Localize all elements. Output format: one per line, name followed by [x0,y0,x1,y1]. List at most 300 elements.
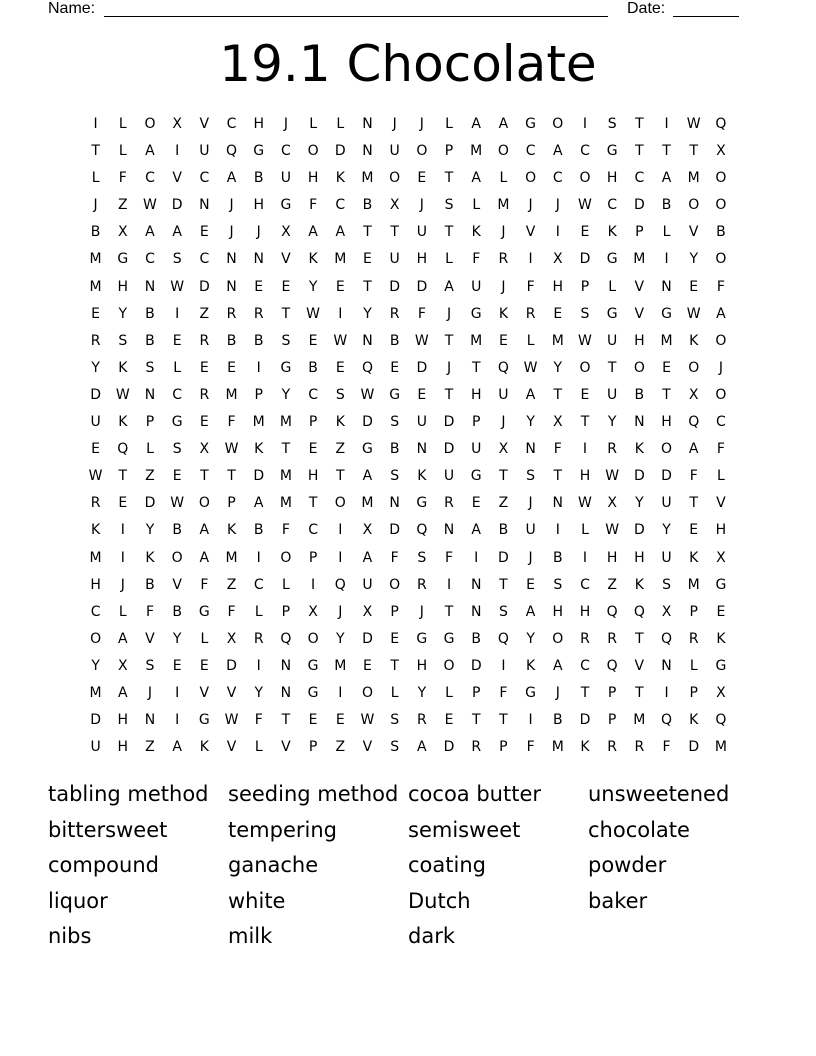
grid-letter[interactable]: W [143,197,157,214]
grid-letter[interactable]: F [281,522,290,539]
grid-letter[interactable]: U [389,143,400,160]
grid-letter[interactable]: M [361,495,374,512]
grid-letter[interactable]: E [254,278,264,295]
grid-letter[interactable]: Y [308,278,318,295]
grid-letter[interactable]: L [390,684,399,701]
grid-letter[interactable]: O [715,197,727,214]
grid-letter[interactable]: T [308,495,318,512]
grid-letter[interactable]: G [525,116,537,132]
grid-letter[interactable]: M [470,332,483,349]
grid-letter[interactable]: G [362,441,373,458]
grid-letter[interactable]: O [307,143,319,160]
grid-letter[interactable]: A [145,224,155,241]
grid-letter[interactable]: H [579,603,591,620]
grid-letter[interactable]: T [635,143,644,160]
grid-letter[interactable]: F [716,441,725,458]
grid-letter[interactable]: Y [145,522,155,539]
grid-letter[interactable]: W [360,712,375,729]
grid-letter[interactable]: W [115,386,130,403]
grid-letter[interactable]: Y [91,359,100,376]
grid-letter[interactable]: K [634,441,644,458]
grid-letter[interactable]: X [716,549,726,566]
grid-letter[interactable]: Y [281,386,291,403]
grid-letter[interactable]: I [175,305,180,322]
grid-letter[interactable]: L [445,116,453,132]
grid-letter[interactable]: Q [497,630,509,647]
grid-letter[interactable]: T [444,332,454,349]
grid-letter[interactable]: N [661,278,672,295]
grid-letter[interactable]: V [281,739,291,756]
grid-letter[interactable]: A [552,143,563,160]
grid-letter[interactable]: R [607,739,618,756]
grid-letter[interactable]: D [171,197,183,214]
grid-letter[interactable]: U [661,549,672,566]
grid-letter[interactable]: W [605,468,620,485]
grid-letter[interactable]: E [471,495,481,512]
grid-letter[interactable]: L [689,657,698,674]
grid-letter[interactable]: U [389,251,400,268]
grid-letter[interactable]: J [419,197,424,214]
grid-letter[interactable]: Y [662,522,671,539]
grid-letter[interactable]: D [443,739,455,756]
grid-letter[interactable]: N [280,657,292,674]
grid-letter[interactable]: A [253,495,264,512]
grid-letter[interactable]: N [661,657,672,674]
grid-letter[interactable]: Q [280,630,292,647]
grid-letter[interactable]: J [718,359,723,376]
grid-letter[interactable]: S [335,386,345,403]
grid-letter[interactable]: A [199,549,210,566]
grid-letter[interactable]: L [146,441,154,458]
grid-letter[interactable]: T [336,468,345,485]
grid-letter[interactable]: X [199,441,210,458]
grid-letter[interactable]: A [308,224,318,241]
grid-letter[interactable]: E [417,386,427,403]
grid-letter[interactable]: S [281,332,291,349]
grid-letter[interactable]: P [390,603,399,620]
grid-letter[interactable]: M [334,657,347,674]
grid-letter[interactable]: E [172,332,182,349]
grid-letter[interactable]: L [608,278,617,295]
grid-letter[interactable]: O [389,170,401,187]
grid-letter[interactable]: P [444,143,454,160]
grid-letter[interactable]: L [118,116,127,132]
grid-letter[interactable]: S [417,549,427,566]
grid-letter[interactable]: L [526,332,535,349]
grid-letter[interactable]: A [226,170,237,187]
grid-letter[interactable]: K [199,739,209,756]
grid-letter[interactable]: H [606,549,618,566]
grid-letter[interactable]: X [117,657,128,674]
grid-letter[interactable]: E [498,332,508,349]
grid-letter[interactable]: X [607,495,617,512]
grid-letter[interactable]: Z [607,576,617,593]
grid-letter[interactable]: P [308,739,318,756]
grid-letter[interactable]: A [335,224,346,241]
grid-letter[interactable]: B [253,522,264,539]
grid-letter[interactable]: C [716,414,726,431]
name-blank-line[interactable] [104,16,608,17]
grid-letter[interactable]: I [338,305,343,322]
grid-letter[interactable]: V [634,657,645,674]
grid-letter[interactable]: B [498,522,509,539]
grid-letter[interactable]: J [392,116,397,132]
grid-letter[interactable]: H [117,712,129,729]
grid-letter[interactable]: T [635,630,644,647]
grid-letter[interactable]: T [281,441,291,458]
grid-letter[interactable]: A [117,684,128,701]
grid-letter[interactable]: R [226,305,237,322]
grid-letter[interactable]: K [689,549,699,566]
grid-letter[interactable]: M [252,414,265,431]
grid-letter[interactable]: A [661,170,672,187]
grid-letter[interactable]: G [280,359,292,376]
grid-letter[interactable]: Q [334,576,346,593]
grid-letter[interactable]: R [90,332,101,349]
grid-letter[interactable]: E [716,603,726,620]
grid-letter[interactable]: I [446,576,452,593]
grid-letter[interactable]: I [664,251,669,268]
grid-letter[interactable]: K [118,359,128,376]
grid-letter[interactable]: M [225,386,238,403]
grid-letter[interactable]: U [199,143,210,160]
grid-letter[interactable]: E [662,359,671,376]
grid-letter[interactable]: E [390,359,400,376]
grid-letter[interactable]: P [145,414,155,431]
grid-letter[interactable]: O [443,657,455,674]
grid-letter[interactable]: S [607,116,617,132]
grid-letter[interactable]: Q [117,441,129,458]
grid-letter[interactable]: S [390,414,400,431]
grid-letter[interactable]: Q [416,522,428,539]
grid-letter[interactable]: Q [661,630,673,647]
grid-letter[interactable]: K [254,441,264,458]
grid-letter[interactable]: W [578,495,592,512]
grid-letter[interactable]: M [279,414,292,431]
grid-letter[interactable]: D [144,495,156,512]
grid-letter[interactable]: T [281,305,291,322]
grid-letter[interactable]: V [172,170,182,187]
grid-letter[interactable]: S [172,251,182,268]
grid-letter[interactable]: F [227,414,236,431]
grid-letter[interactable]: X [226,630,237,647]
grid-letter[interactable]: I [528,712,533,729]
grid-letter[interactable]: G [525,684,537,701]
grid-letter[interactable]: B [471,630,482,647]
grid-letter[interactable]: J [256,224,261,241]
grid-letter[interactable]: D [633,522,645,539]
grid-letter[interactable]: Q [715,116,727,132]
grid-letter[interactable]: Q [688,414,700,431]
grid-letter[interactable]: A [172,224,182,241]
grid-letter[interactable]: Q [606,603,618,620]
grid-letter[interactable]: U [416,414,427,431]
grid-letter[interactable]: Y [526,414,535,431]
grid-letter[interactable]: O [280,549,292,566]
grid-letter[interactable]: E [281,278,291,295]
grid-letter[interactable]: H [634,332,645,349]
grid-letter[interactable]: N [525,441,536,458]
grid-letter[interactable]: V [199,684,210,701]
grid-letter[interactable]: R [580,630,590,647]
grid-letter[interactable]: O [334,495,346,512]
grid-letter[interactable]: U [525,522,536,539]
grid-letter[interactable]: C [634,170,645,187]
grid-letter[interactable]: U [498,386,509,403]
grid-letter[interactable]: B [253,170,264,187]
grid-letter[interactable]: C [199,251,210,268]
grid-letter[interactable]: R [389,305,400,322]
grid-letter[interactable]: N [443,522,455,539]
grid-letter[interactable]: Y [689,251,698,268]
grid-letter[interactable]: U [362,576,373,593]
grid-letter[interactable]: X [117,224,128,241]
grid-letter[interactable]: P [227,495,236,512]
grid-letter[interactable]: F [227,603,236,620]
grid-letter[interactable]: F [445,549,454,566]
grid-letter[interactable]: F [145,603,154,620]
grid-letter[interactable]: C [172,386,183,403]
grid-letter[interactable]: G [416,630,428,647]
grid-letter[interactable]: L [472,197,481,214]
grid-letter[interactable]: E [390,630,400,647]
grid-letter[interactable]: G [470,468,482,485]
grid-letter[interactable]: S [526,468,536,485]
grid-letter[interactable]: G [443,630,455,647]
grid-letter[interactable]: T [281,712,291,729]
grid-letter[interactable]: J [501,224,506,241]
grid-letter[interactable]: S [580,305,590,322]
grid-letter[interactable]: R [253,630,264,647]
grid-letter[interactable]: A [525,603,536,620]
grid-letter[interactable]: U [416,224,427,241]
grid-letter[interactable]: T [227,468,236,485]
grid-letter[interactable]: C [525,143,536,160]
grid-letter[interactable]: T [200,468,209,485]
grid-letter[interactable]: V [634,278,645,295]
grid-letter[interactable]: K [526,657,536,674]
grid-letter[interactable]: J [528,495,533,512]
grid-letter[interactable]: C [253,576,264,593]
grid-letter[interactable]: S [118,332,128,349]
grid-letter[interactable]: S [145,657,155,674]
grid-letter[interactable]: Z [145,468,155,485]
grid-letter[interactable]: T [363,278,372,295]
grid-letter[interactable]: I [338,684,343,701]
grid-letter[interactable]: E [172,468,182,485]
grid-letter[interactable]: I [555,522,560,539]
grid-letter[interactable]: V [525,224,536,241]
grid-letter[interactable]: R [525,305,536,322]
grid-letter[interactable]: K [607,224,617,241]
grid-letter[interactable]: S [553,576,563,593]
grid-letter[interactable]: L [445,251,453,268]
grid-letter[interactable]: N [280,684,292,701]
grid-letter[interactable]: K [226,522,237,539]
grid-letter[interactable]: D [661,468,672,485]
grid-letter[interactable]: G [389,386,401,403]
grid-letter[interactable]: F [118,170,127,187]
grid-letter[interactable]: X [172,116,182,132]
grid-letter[interactable]: O [715,332,727,349]
grid-letter[interactable]: E [199,224,209,241]
grid-letter[interactable]: M [633,712,646,729]
grid-letter[interactable]: F [553,441,562,458]
grid-letter[interactable]: J [528,197,533,214]
grid-letter[interactable]: F [662,739,671,756]
grid-letter[interactable]: E [91,441,101,458]
grid-letter[interactable]: F [472,251,481,268]
grid-letter[interactable]: V [362,739,373,756]
grid-letter[interactable]: S [390,739,400,756]
grid-letter[interactable]: P [689,603,698,620]
grid-letter[interactable]: R [607,441,618,458]
grid-letter[interactable]: P [308,549,318,566]
grid-letter[interactable]: K [91,522,101,539]
grid-letter[interactable]: V [281,251,291,268]
grid-letter[interactable]: A [498,116,509,132]
grid-letter[interactable]: E [363,657,372,674]
grid-letter[interactable]: O [552,630,564,647]
grid-letter[interactable]: W [578,197,592,214]
grid-letter[interactable]: C [308,386,318,403]
grid-letter[interactable]: M [551,739,564,756]
grid-letter[interactable]: L [254,603,263,620]
grid-letter[interactable]: F [499,684,508,701]
grid-letter[interactable]: L [91,170,100,187]
grid-letter[interactable]: V [688,224,699,241]
grid-letter[interactable]: Q [606,657,618,674]
grid-letter[interactable]: D [334,143,346,160]
grid-letter[interactable]: Y [363,305,372,322]
grid-letter[interactable]: O [715,251,727,268]
grid-letter[interactable]: W [414,332,429,349]
grid-letter[interactable]: H [416,251,428,268]
grid-letter[interactable]: R [444,495,454,512]
grid-letter[interactable]: C [335,197,346,214]
grid-letter[interactable]: J [528,549,533,566]
grid-letter[interactable]: S [172,441,182,458]
grid-letter[interactable]: P [499,739,508,756]
grid-letter[interactable]: N [552,495,564,512]
grid-letter[interactable]: M [279,468,292,485]
grid-letter[interactable]: N [144,712,156,729]
date-blank-line[interactable] [673,16,739,17]
grid-letter[interactable]: X [552,251,563,268]
grid-letter[interactable]: D [443,414,455,431]
grid-letter[interactable]: Y [526,630,535,647]
grid-letter[interactable]: Z [335,441,346,458]
grid-letter[interactable]: G [661,305,672,322]
grid-letter[interactable]: L [282,576,290,593]
grid-letter[interactable]: O [307,630,319,647]
grid-letter[interactable]: E [444,712,454,729]
grid-letter[interactable]: G [280,197,292,214]
grid-letter[interactable]: C [199,170,210,187]
grid-letter[interactable]: D [389,522,401,539]
grid-letter[interactable]: E [308,441,318,458]
grid-letter[interactable]: B [389,441,400,458]
grid-letter[interactable]: J [229,197,234,214]
grid-letter[interactable]: T [635,116,644,132]
grid-letter[interactable]: L [309,116,317,132]
grid-letter[interactable]: E [199,359,209,376]
grid-letter[interactable]: A [716,305,726,322]
grid-letter[interactable]: L [445,684,453,701]
grid-letter[interactable]: F [526,278,535,295]
grid-letter[interactable]: O [497,143,509,160]
grid-letter[interactable]: N [362,116,373,132]
grid-letter[interactable]: H [253,197,264,214]
grid-letter[interactable]: F [309,197,318,214]
grid-letter[interactable]: C [145,170,155,187]
grid-letter[interactable]: W [686,305,701,322]
grid-letter[interactable]: G [198,603,210,620]
grid-letter[interactable]: V [199,116,210,132]
grid-letter[interactable]: A [688,441,699,458]
grid-letter[interactable]: Y [635,495,644,512]
grid-letter[interactable]: T [471,712,481,729]
grid-letter[interactable]: E [308,332,318,349]
grid-letter[interactable]: G [416,495,428,512]
grid-letter[interactable]: G [715,576,727,593]
grid-letter[interactable]: H [117,739,129,756]
grid-letter[interactable]: E [580,386,590,403]
grid-letter[interactable]: V [172,576,182,593]
grid-letter[interactable]: F [390,549,399,566]
grid-letter[interactable]: J [229,224,234,241]
grid-letter[interactable]: N [634,414,645,431]
grid-letter[interactable]: U [90,739,101,756]
grid-letter[interactable]: R [416,712,427,729]
grid-letter[interactable]: T [499,576,508,593]
grid-letter[interactable]: O [661,441,673,458]
grid-letter[interactable]: I [175,712,180,729]
grid-letter[interactable]: Z [335,739,346,756]
grid-letter[interactable]: G [606,143,618,160]
grid-letter[interactable]: D [198,278,210,295]
grid-letter[interactable]: M [89,684,102,701]
grid-letter[interactable]: M [225,549,238,566]
grid-letter[interactable]: B [552,712,563,729]
grid-letter[interactable]: W [605,522,620,539]
grid-letter[interactable]: A [471,116,481,132]
grid-letter[interactable]: D [443,441,455,458]
grid-letter[interactable]: I [338,522,343,539]
grid-letter[interactable]: U [90,414,101,431]
grid-letter[interactable]: D [498,549,509,566]
grid-letter[interactable]: M [334,251,347,268]
grid-letter[interactable]: U [471,441,482,458]
grid-letter[interactable]: O [688,359,700,376]
grid-letter[interactable]: G [171,414,183,431]
grid-letter[interactable]: Q [497,359,509,376]
grid-letter[interactable]: E [363,251,372,268]
grid-letter[interactable]: H [307,170,319,187]
grid-letter[interactable]: W [170,278,185,295]
grid-letter[interactable]: W [523,359,538,376]
grid-letter[interactable]: B [362,197,373,214]
grid-letter[interactable]: H [715,522,727,539]
grid-letter[interactable]: I [474,549,479,566]
grid-letter[interactable]: F [417,305,426,322]
grid-letter[interactable]: R [253,305,264,322]
grid-letter[interactable]: D [416,359,428,376]
grid-letter[interactable]: D [90,712,101,729]
grid-letter[interactable]: O [416,143,428,160]
grid-letter[interactable]: R [607,630,618,647]
grid-letter[interactable]: M [361,170,374,187]
